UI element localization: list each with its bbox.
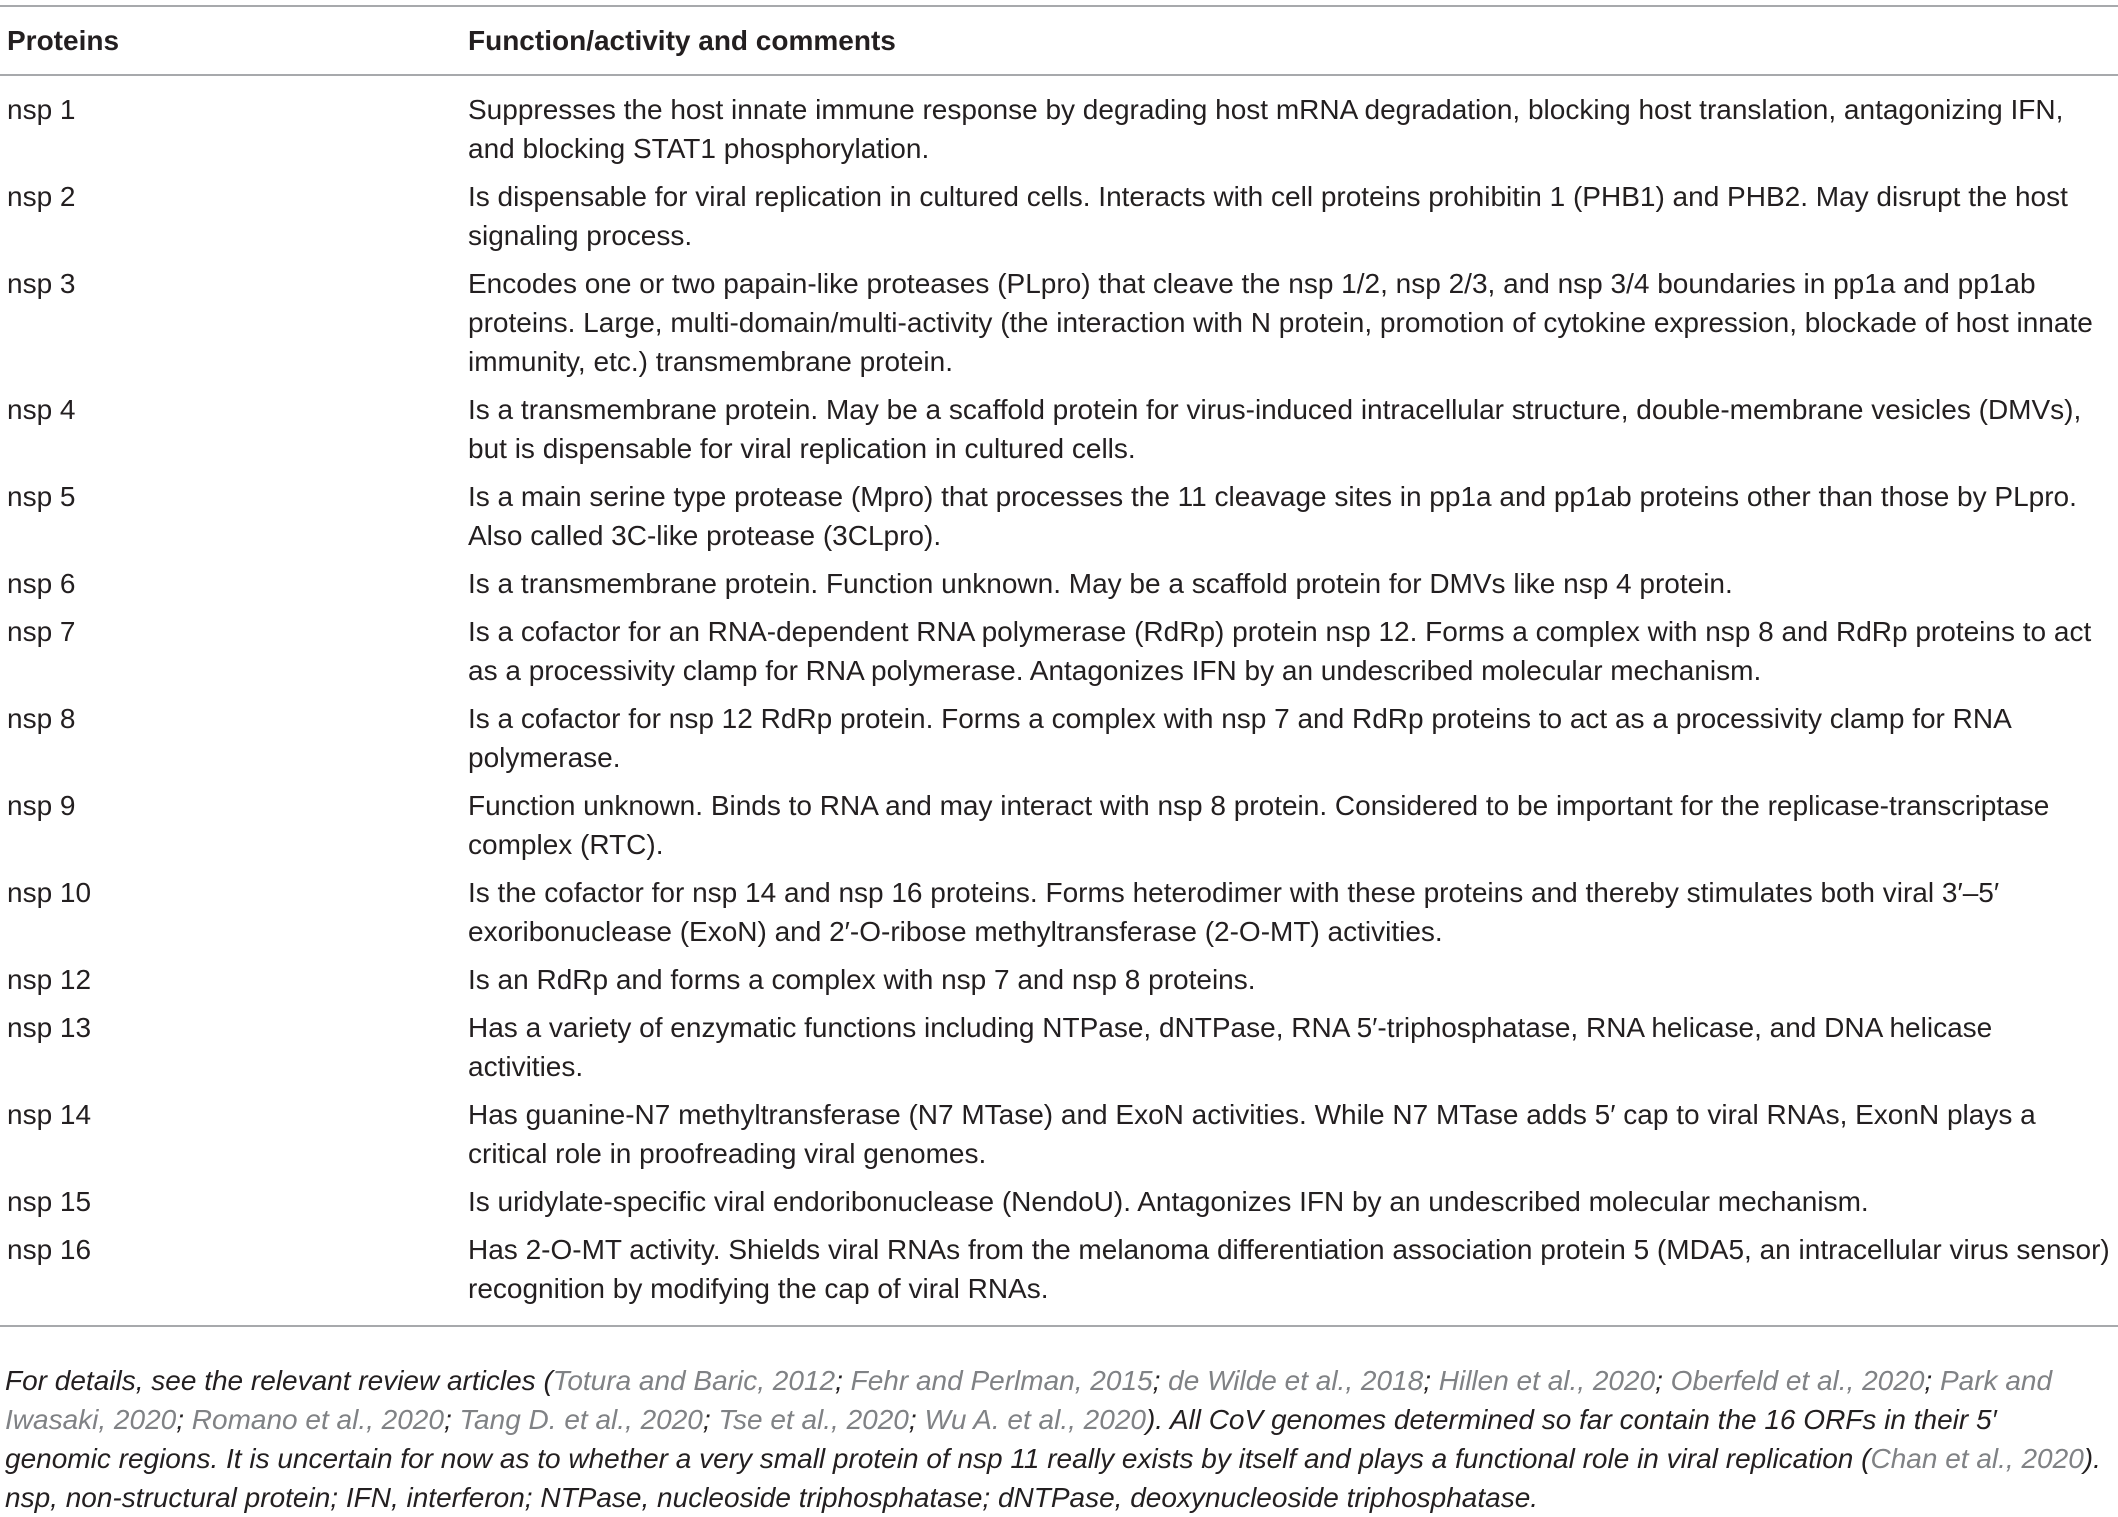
table-row [0,477,2118,564]
protein-function: Is a main serine type protease (Mpro) that processes the 11 cleavage sites in pp1a and pp1ab proteins other than those by PLpro. Also called 3C-like protease (3CLpro). [468,481,2077,551]
table-row [0,564,2118,612]
footnote-text: ; [1423,1365,1439,1396]
protein-name: nsp 8 [7,703,76,734]
protein-name: nsp 5 [7,481,76,512]
protein-function: Has a variety of enzymatic functions including NTPase, dNTPase, RNA 5′-triphosphatase, RNA helicase, and DNA helicase activities. [468,1012,1993,1082]
table-row [0,1095,2118,1182]
citation-link[interactable]: Tse et al., 2020 [718,1404,909,1435]
footnote-text: ; [176,1404,192,1435]
table-row [0,1182,2118,1230]
table-row [0,960,2118,1008]
protein-function: Function unknown. Binds to RNA and may interact with nsp 8 protein. Considered to be important for the replicase-transcriptase complex (RTC). [468,790,2050,860]
protein-name: nsp 7 [7,616,76,647]
footnote-text: ; [1924,1365,1940,1396]
protein-function: Is an RdRp and forms a complex with nsp 7 and nsp 8 proteins. [468,964,1256,995]
citation-link[interactable]: de Wilde et al., 2018 [1168,1365,1424,1396]
protein-name: nsp 14 [7,1099,92,1130]
citation-link[interactable]: Totura and Baric, 2012 [552,1365,836,1396]
column-header-proteins: Proteins [7,24,120,56]
protein-name: nsp 13 [7,1012,92,1043]
citation-link[interactable]: Park and Iwasaki, 2020 [5,1365,2053,1435]
protein-function: Encodes one or two papain-like proteases (PLpro) that cleave the nsp 1/2, nsp 2/3, and nsp 3/4 boundaries in pp1a and pp1ab proteins. Large, multi-domain/multi-activity (the interaction with N protein, promotion of cytokine expression, blockade of host innate immunity, etc.) transmembrane protein. [468,268,2093,377]
protein-name: nsp 3 [7,268,76,299]
protein-name: nsp 12 [7,964,92,995]
footnote-text: ; [1152,1365,1169,1396]
table-header-row [0,7,2118,74]
table-row [0,1008,2118,1095]
table-row [0,1230,2118,1317]
table-footnote [5,1361,2110,1517]
citation-link[interactable]: Tang D. et al., 2020 [459,1404,703,1435]
protein-function: Is a transmembrane protein. Function unknown. May be a scaffold protein for DMVs like nsp 4 protein. [468,568,1733,599]
protein-function: Is a cofactor for an RNA-dependent RNA polymerase (RdRp) protein nsp 12. Forms a complex with nsp 8 and RdRp proteins to act as a processivity clamp for RNA polymerase. Antagonizes IFN by an undescribed molecular mechanism. [468,616,2092,686]
protein-function: Has 2-O-MT activity. Shields viral RNAs from the melanoma differentiation association protein 5 (MDA5, an intracellular virus sensor) recognition by modifying the cap of viral RNAs. [468,1234,2110,1304]
protein-name: nsp 2 [7,181,76,212]
table-row [0,612,2118,699]
protein-function: Has guanine-N7 methyltransferase (N7 MTase) and ExoN activities. While N7 MTase adds 5′ cap to viral RNAs, ExonN plays a critical role in proofreading viral genomes. [468,1099,2036,1169]
footer-rule [0,1325,2118,1327]
protein-function: Is the cofactor for nsp 14 and nsp 16 proteins. Forms heterodimer with these proteins and thereby stimulates both viral 3′–5′ exoribonuclease (ExoN) and 2′-O-ribose methyltransferase (2-O-MT) activities. [468,877,2000,947]
footnote-text: ; [835,1365,851,1396]
protein-name: nsp 15 [7,1186,92,1217]
protein-name: nsp 6 [7,568,76,599]
protein-function: Is a transmembrane protein. May be a scaffold protein for virus-induced intracellular structure, double-membrane vesicles (DMVs), but is dispensable for viral replication in cultured cells. [468,394,2082,464]
protein-name: nsp 1 [7,94,76,125]
footnote-text: ; [702,1404,719,1435]
protein-function: Is a cofactor for nsp 12 RdRp protein. Forms a complex with nsp 7 and RdRp proteins to act as a processivity clamp for RNA polymerase. [468,703,2011,773]
protein-function: Is uridylate-specific viral endoribonuclease (NendoU). Antagonizes IFN by an undescribed molecular mechanism. [468,1186,1869,1217]
table-row [0,390,2118,477]
citation-link[interactable]: Hillen et al., 2020 [1438,1365,1656,1396]
nsp-function-table [0,7,2118,1317]
citation-link[interactable]: Oberfeld et al., 2020 [1670,1365,1925,1396]
footnote-text: ; [443,1404,460,1435]
citation-link[interactable]: Wu A. et al., 2020 [924,1404,1146,1435]
protein-name: nsp 16 [7,1234,92,1265]
table-row [0,264,2118,390]
citation-link[interactable]: Chan et al., 2020 [1870,1443,2084,1474]
citation-link[interactable]: Romano et al., 2020 [191,1404,444,1435]
protein-function: Is dispensable for viral replication in cultured cells. Interacts with cell proteins prohibitin 1 (PHB1) and PHB2. May disrupt the host signaling process. [468,181,2068,251]
column-header-function: Function/activity and comments [468,24,896,56]
footnote-intro: For details, see the relevant review articles ( [5,1365,553,1396]
protein-name: nsp 10 [7,877,92,908]
footnote-text: ; [908,1404,925,1435]
footnote-text: ). nsp, non-structural protein; IFN, interferon; NTPase, nucleoside triphosphatase; dNTPase, deoxynucleoside triphosphatase. [5,1443,2101,1513]
table-row [0,699,2118,786]
protein-function: Suppresses the host innate immune response by degrading host mRNA degradation, blocking host translation, antagonizing IFN, and blocking STAT1 phosphorylation. [468,94,2064,164]
table-row [0,873,2118,960]
citation-link[interactable]: Fehr and Perlman, 2015 [850,1365,1153,1396]
footnote-text: ; [1655,1365,1671,1396]
protein-name: nsp 4 [7,394,76,425]
protein-name: nsp 9 [7,790,76,821]
table-row [0,74,2118,177]
table-row [0,177,2118,264]
footnote-text: ). All CoV genomes determined so far contain the 16 ORFs in their 5′ genomic regions. It is uncertain for now as to whether a very small protein of nsp 11 really exists by itself and plays a functional role in viral replication ( [5,1404,1997,1474]
table-row [0,786,2118,873]
